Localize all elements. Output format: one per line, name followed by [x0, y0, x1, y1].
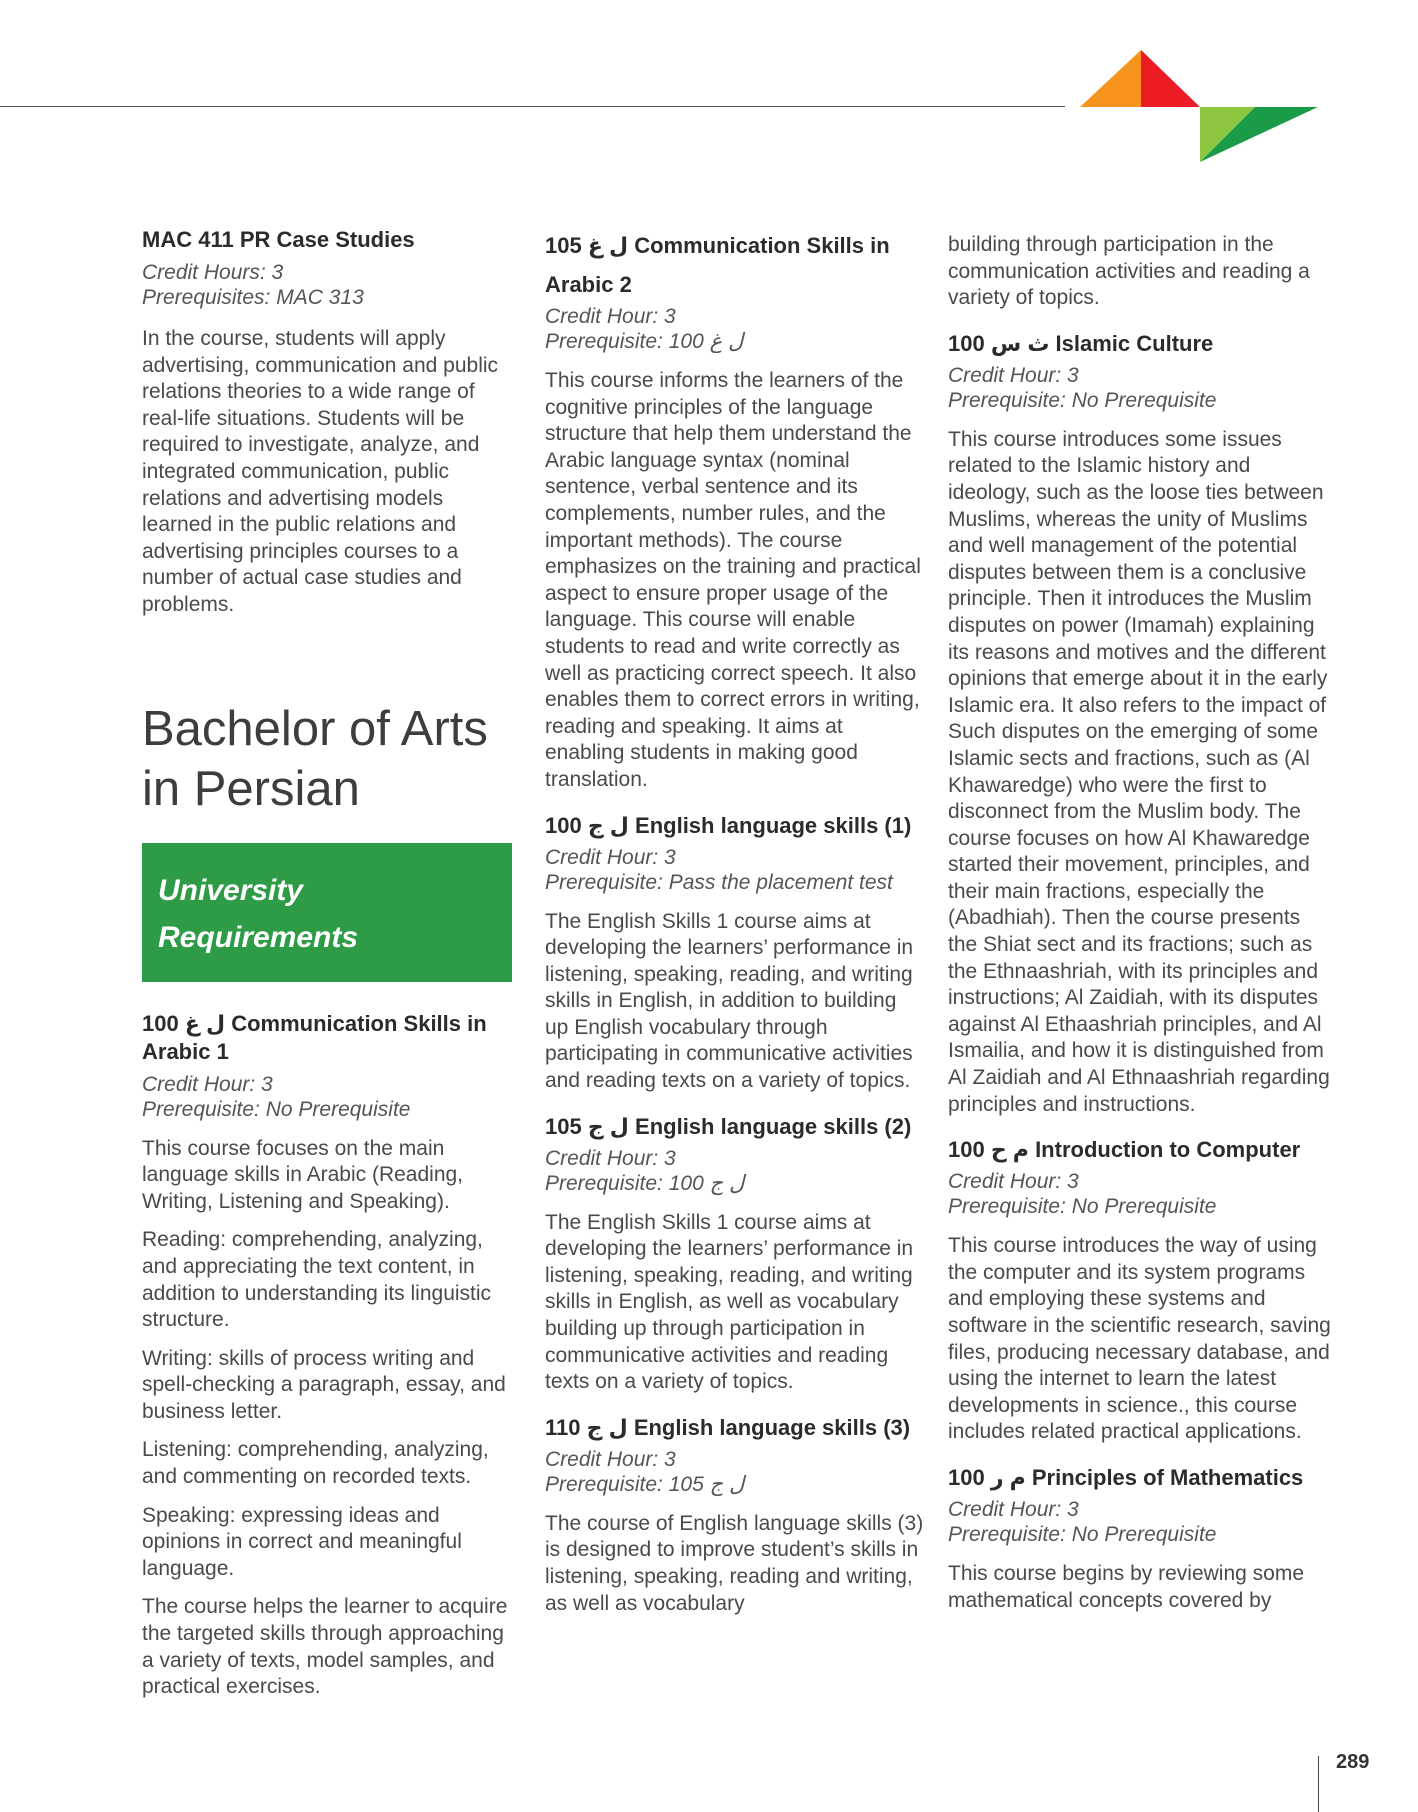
course-number: 100	[948, 1137, 985, 1163]
section-banner	[142, 843, 512, 982]
column-2	[545, 226, 925, 1629]
course-name: English language skills (1)	[635, 812, 912, 838]
column-1	[142, 226, 517, 1713]
course-name: Communication Skills in	[634, 233, 890, 258]
course-number: 105	[545, 1113, 582, 1139]
course-code-arabic: ل غ	[184, 1010, 226, 1036]
course-title	[142, 1010, 517, 1066]
credit-hours: Credit Hour: 3	[948, 1170, 1079, 1194]
course-description: In the course, students will apply advertising, communication and public relations theories to a wide range of real-life situations. Students will be required to investigate, analyze, and integrated communication, public relations and advertising models learned in the public relations and advertising principles courses to a number of actual case studies and problems.	[142, 327, 499, 616]
course-name: Communication Skills in Arabic 1	[142, 1010, 487, 1064]
course-code-arabic: ل غ	[587, 233, 629, 258]
header-rule	[0, 106, 1065, 107]
course-meta	[948, 363, 1333, 413]
course-description: This course introduces some issues related to the Islamic history and ideology, such as the loose ties between Muslims, whereas the unity of Muslims and well management of the potential disputes between them is a conclusive principle. Then it introduces the Muslim disputes on power (Imamah) explaining its reasons and motives and the different opinions that emerge about it in the early Islamic era. It also refers to the impact of Such disputes on the emerging of some Islamic sects and fractions, such as (Al Khawaredge) who were the first to disconnect from the Muslim body. The course focuses on how Al Khawaredge started their movement, principles, and their main fractions, especially the (Abadhiah). Then the course presents the Shiat sect and its fractions; such as the Ethnaashriah, with its principles and instructions; Al Zaidiah, with its disputes against Al Ethaashriah principles, and Al Ismailia, and how it is distinguished from Al Zaidiah and Al Ethnaashriah regarding principles and instructions.	[948, 427, 1330, 1116]
section-title: Bachelor of Arts in Persian	[142, 701, 488, 816]
course-title	[948, 324, 1333, 363]
course-number: 105	[545, 233, 582, 258]
course-description: Listening: comprehending, analyzing, and commenting on recorded texts.	[142, 1438, 489, 1489]
course-title-line-2: Arabic 2	[545, 272, 632, 297]
course-title	[545, 806, 925, 845]
course-title	[948, 1130, 1333, 1169]
course-description-continued: building through participation in the communication activities and reading a variety of topics.	[948, 233, 1310, 310]
course-code-arabic: ل ج	[587, 1113, 629, 1139]
course-description: This course informs the learners of the cognitive principles of the language structure that help them understand the Arabic language syntax (nominal sentence, verbal sentence and its complements, number rules, and the important methods). The course emphasizes on the training and practical aspect to ensure proper usage of the language. This course will enable students to read and write correctly as well as practicing correct speech. It also enables them to correct errors in writing, reading and speaking. It aims at enabling students in making good translation.	[545, 369, 921, 791]
course-title: MAC 411 PR Case Studies	[142, 227, 415, 252]
course-meta	[142, 1072, 517, 1122]
prerequisites: Prerequisite: 100 ل ج	[545, 1171, 745, 1195]
credit-hours: Credit Hour: 3	[545, 305, 676, 328]
course-number: 100	[142, 1010, 179, 1036]
course-title	[545, 1107, 925, 1146]
course-meta	[545, 1447, 925, 1497]
course-description: Writing: skills of process writing and spell-checking a paragraph, essay, and business letter.	[142, 1346, 506, 1423]
credit-hours: Credit Hour: 3	[948, 363, 1079, 387]
course-title	[948, 1458, 1333, 1497]
credit-hours: Credit Hour: 3	[545, 1447, 676, 1471]
prerequisites: Prerequisite: 100 ل غ	[545, 330, 744, 353]
course-number: 110	[545, 1414, 581, 1440]
course-meta	[545, 304, 925, 354]
course-description: The course of English language skills (3) is designed to improve student’s skills in listening, speaking, reading and writing, as well as vocabulary	[545, 1511, 924, 1615]
credit-hours: Credit Hour: 3	[545, 845, 676, 869]
course-meta	[142, 260, 517, 310]
course-number: 100	[545, 812, 582, 838]
prerequisites: Prerequisite: No Prerequisite	[142, 1097, 411, 1121]
prerequisites: Prerequisite: No Prerequisite	[948, 388, 1217, 412]
course-description: The English Skills 1 course aims at developing the learners’ performance in listening, speaking, reading, and writing skills in English, in addition to building up English vocabulary through participating in communicative activities and reading texts on a variety of topics.	[545, 909, 914, 1093]
red-triangle	[1141, 50, 1200, 107]
course-number: 100	[948, 330, 985, 356]
course-title	[545, 1408, 925, 1447]
course-code-arabic: ل ج	[587, 812, 629, 838]
credit-hours: Credit Hour: 3	[142, 1072, 273, 1096]
course-name: English language skills (3)	[633, 1414, 911, 1440]
course-number: 100	[948, 1464, 985, 1490]
course-title	[545, 226, 925, 265]
page-number: 289	[1336, 1751, 1370, 1773]
course-code-arabic: م ر	[990, 1464, 1026, 1490]
course-description: This course focuses on the main language skills in Arabic (Reading, Writing, Listening and Speaking).	[142, 1136, 464, 1213]
orange-triangle	[1080, 50, 1141, 107]
course-description: Reading: comprehending, analyzing, and appreciating the text content, in addition to understanding its linguistic structure.	[142, 1228, 492, 1332]
prerequisites: Prerequisite: No Prerequisite	[948, 1195, 1217, 1219]
course-code-arabic: ث س	[990, 330, 1050, 356]
course-description: The English Skills 1 course aims at developing the learners’ performance in listening, speaking, reading, and writing skills in English, as well as vocabulary building up through participation in communicative activities and reading texts on a variety of topics.	[545, 1210, 914, 1394]
prerequisites: Prerequisite: Pass the placement test	[545, 870, 893, 894]
course-meta	[948, 1169, 1333, 1219]
course-code-arabic: ل ج	[586, 1414, 628, 1440]
course-description: The course helps the learner to acquire the targeted skills through approaching a variety of texts, model samples, and practical exercises.	[142, 1595, 508, 1699]
credit-hours: Credit Hour: 3	[948, 1497, 1079, 1521]
banner-line-2: Requirements	[158, 920, 359, 954]
course-description: Speaking: expressing ideas and opinions in correct and meaningful language.	[142, 1503, 462, 1580]
course-name: English language skills (2)	[635, 1113, 912, 1139]
column-3	[948, 232, 1333, 1626]
prerequisites: Prerequisite: No Prerequisite	[948, 1522, 1217, 1546]
page-number-rule	[1318, 1756, 1319, 1812]
course-name: Principles of Mathematics	[1031, 1464, 1304, 1490]
course-description: This course introduces the way of using the computer and its system programs and employing these systems and software in the scientific research, saving files, producing necessary database, and using the internet to learn the latest developments in science., this course includes related practical applications.	[948, 1234, 1331, 1444]
course-name: Islamic Culture	[1055, 330, 1214, 356]
prerequisites: Prerequisites: MAC 313	[142, 286, 364, 309]
course-code-arabic: م ح	[990, 1137, 1029, 1163]
course-meta	[545, 1146, 925, 1196]
course-meta	[948, 1497, 1333, 1547]
course-meta	[545, 845, 925, 895]
triangle-logo	[1080, 50, 1320, 162]
credit-hours: Credit Hour: 3	[545, 1146, 676, 1170]
course-name: Introduction to Computer	[1035, 1137, 1301, 1163]
prerequisites: Prerequisite: 105 ل ج	[545, 1472, 745, 1496]
course-description: This course begins by reviewing some mathematical concepts covered by	[948, 1561, 1304, 1612]
credit-hours: Credit Hours: 3	[142, 261, 284, 284]
banner-line-1: University	[158, 873, 304, 907]
